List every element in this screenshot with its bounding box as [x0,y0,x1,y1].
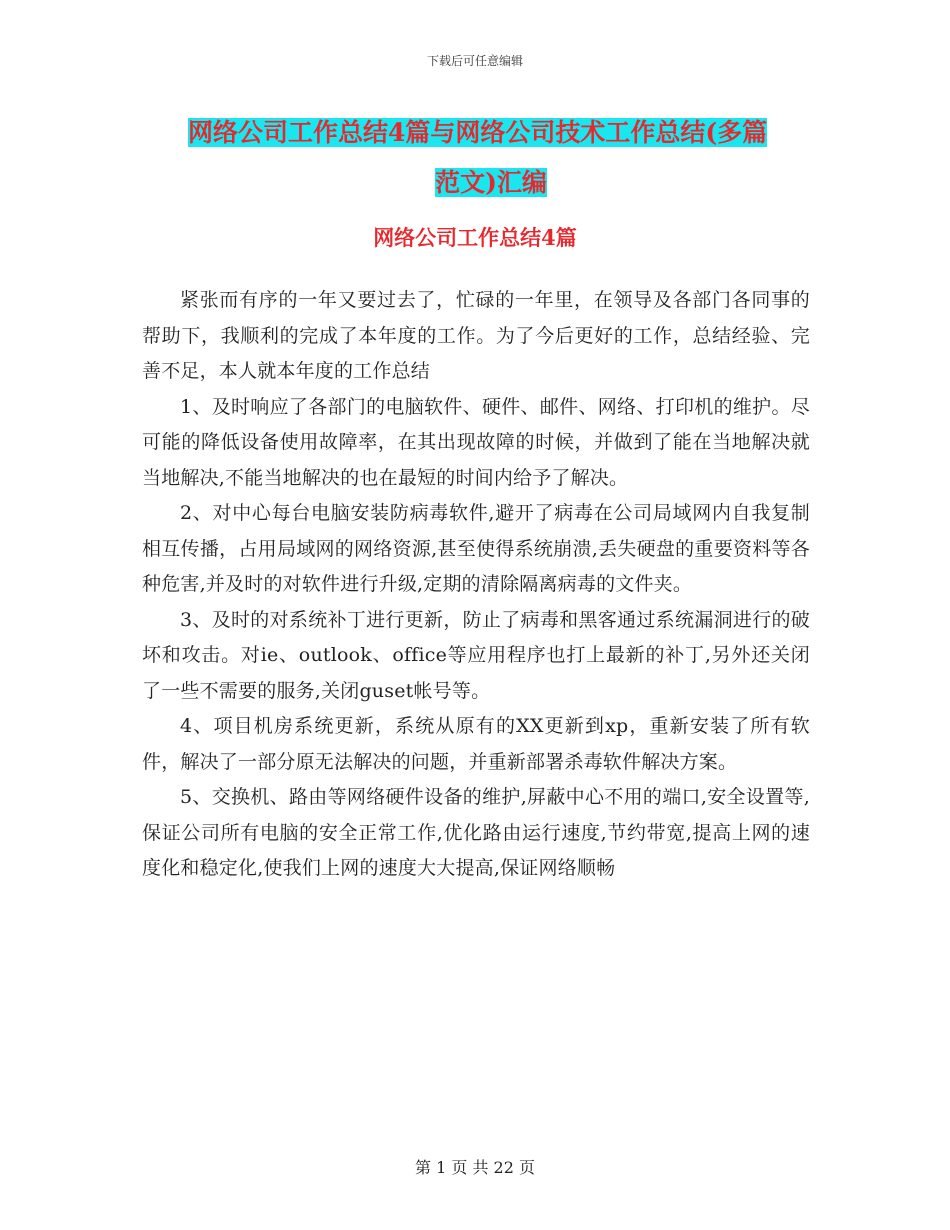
body-paragraph-5: 5、交换机、路由等网络硬件设备的维护,屏蔽中心不用的端口,安全设置等,保证公司所有电脑的安全正常工作,优化路由运行速度,节约带宽,提高上网的速度化和稳定化,使我们上网的速度大大提高,保证网络顺畅 [142,786,810,879]
page-header-note: 下载后可任意编辑 [426,54,523,68]
document-title-line-1-text: 网络公司工作总结4篇与网络公司技术工作总结(多篇 [188,118,768,147]
body-paragraph-4: 4、项目机房系统更新，系统从原有的XX更新到xp，重新安装了所有软件，解决了一部分原无法解决的问题，并重新部署杀毒软件解决方案。 [142,715,810,773]
document-body [142,283,810,887]
document-title-line-1 [188,108,814,158]
page-number-footer: 第 1 页 共 22 页 [415,1158,535,1177]
body-paragraph-intro: 紧张而有序的一年又要过去了，忙碌的一年里，在领导及各部门各同事的帮助下，我顺利的完成了本年度的工作。为了今后更好的工作，总结经验、完善不足，本人就本年度的工作总结 [142,289,810,382]
body-paragraph-3: 3、及时的对系统补丁进行更新，防止了病毒和黑客通过系统漏洞进行的破坏和攻击。对ie、outlook、office等应用程序也打上最新的补丁,另外还关闭了一些不需要的服务,关闭guset帐号等。 [142,608,810,702]
document-title-line-2-text: 范文)汇编 [435,168,547,197]
body-paragraph-2: 2、对中心每台电脑安装防病毒软件,避开了病毒在公司局域网内自我复制相互传播，占用局域网的网络资源,甚至使得系统崩溃,丢失硬盘的重要资料等各种危害,并及时的对软件进行升级,定期的清除隔离病毒的文件夹。 [142,502,810,595]
body-paragraph-1: 1、及时响应了各部门的电脑软件、硬件、邮件、网络、打印机的维护。尽可能的降低设备使用故障率，在其出现故障的时候，并做到了能在当地解决就当地解决,不能当地解决的也在最短的时间内给予了解决。 [142,395,810,489]
document-title-line-2 [168,158,814,208]
section-title: 网络公司工作总结4篇 [373,225,577,250]
document-title [188,108,814,208]
